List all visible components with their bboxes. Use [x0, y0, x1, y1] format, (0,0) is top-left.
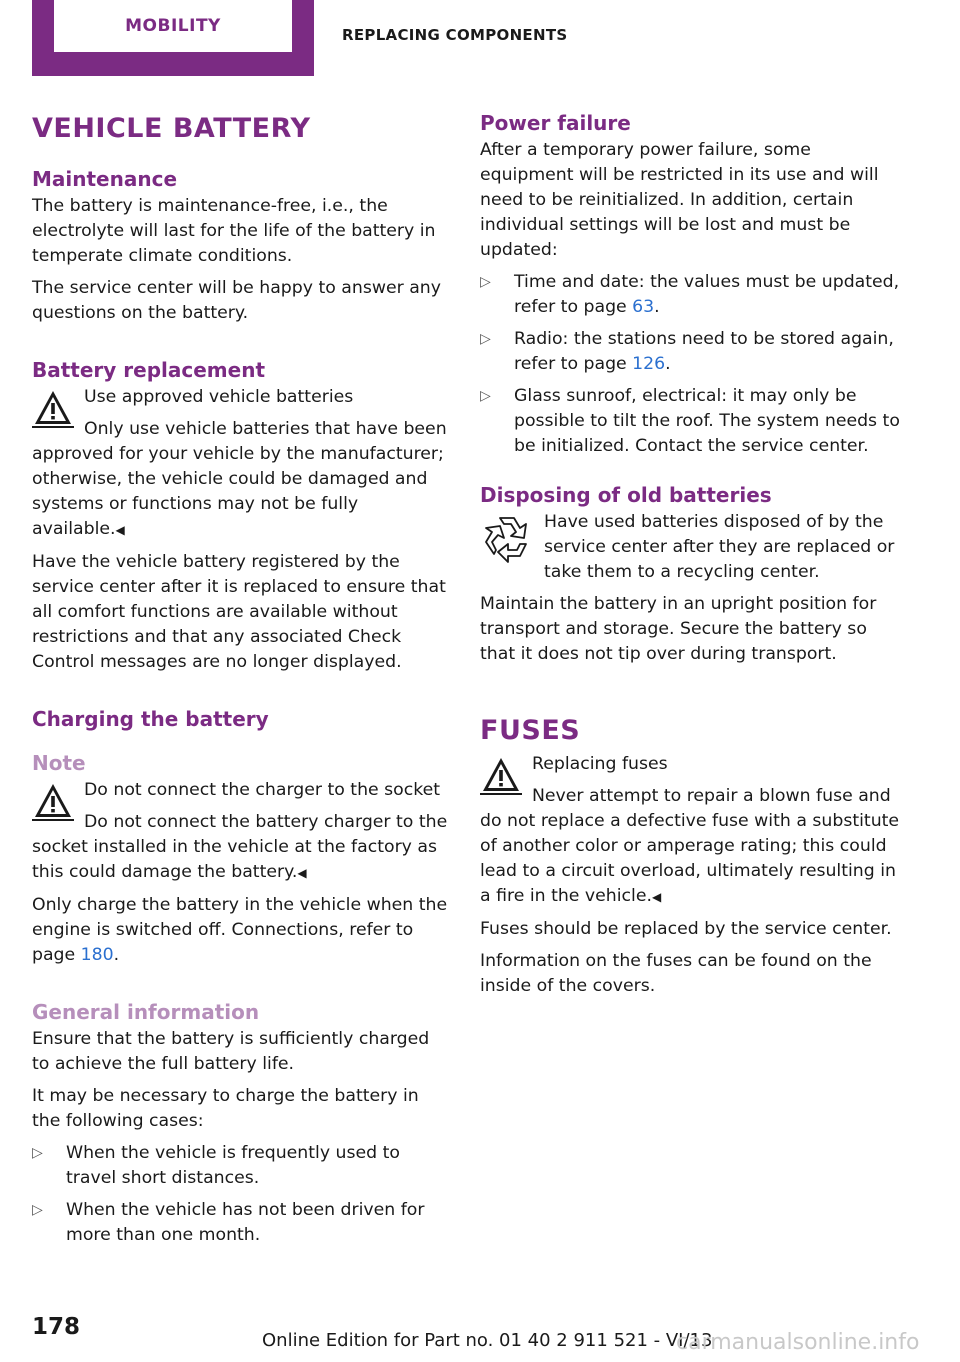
watermark: carmanualsonline.info [676, 1330, 920, 1355]
fuses-text-1: Fuses should be replaced by the service center. [480, 919, 892, 939]
charging-warning [32, 778, 452, 893]
replacement-warning-body: Only use vehicle batteries that have been approved for your vehicle by the manufacturer; otherwise, the vehicle could be damaged and systems or functions may not be fully available.◀ [32, 419, 447, 539]
chapter-tab [32, 0, 314, 76]
warning-triangle-icon [480, 754, 522, 796]
power-failure-text: After a temporary power failure, some equipment will be restricted in its use and will need to be reinitialized. In addition, certain individual settings will be lost and must be updated: [480, 140, 879, 260]
replacement-warning [32, 385, 452, 550]
page-link-126[interactable]: 126 [632, 354, 666, 374]
general-information-heading: General information [32, 1000, 260, 1024]
bullet-triangle-icon: ▷ [480, 331, 491, 347]
charging-text-1: Only charge the battery in the vehicle when the engine is switched off. Connections, refer to page 180. [32, 895, 448, 965]
fuses-title: FUSES [480, 715, 581, 746]
replacement-text-1: Have the vehicle battery registered by the service center after it is replaced to ensure that all comfort functions are available without restrictions and that any associated Check Control messages are no longer displayed. [32, 552, 446, 672]
list-item: ▷ Glass sunroof, electrical: it may only be possible to tilt the roof. The system needs to be initialized. Contact the service center. [480, 386, 900, 456]
section-header: REPLACING COMPONENTS [342, 26, 568, 44]
fuses-warning [480, 752, 905, 917]
general-text-2: It may be necessary to charge the battery in the following cases: [32, 1086, 419, 1131]
list-item: ▷ When the vehicle has not been driven for more than one month. [32, 1200, 425, 1245]
edition-footer: Online Edition for Part no. 01 40 2 911 521 - VI/13 [262, 1330, 713, 1351]
end-mark: ◀ [297, 866, 307, 880]
right-column [480, 108, 905, 1006]
recycle-note [480, 510, 905, 592]
charging-warning-body: Do not connect the battery charger to the socket installed in the vehicle at the factory as this could damage the battery.◀ [32, 812, 448, 882]
disposing-heading: Disposing of old batteries [480, 483, 772, 507]
end-mark: ◀ [651, 890, 662, 904]
battery-replacement-heading: Battery replacement [32, 358, 266, 382]
chapter-tab-label: MOBILITY [125, 16, 221, 36]
note-heading: Note [32, 751, 86, 775]
fuses-warning-title: Replacing fuses [532, 754, 668, 774]
charging-warning-title: Do not connect the charger to the socket [84, 780, 441, 800]
warning-triangle-icon [32, 387, 74, 429]
power-failure-heading: Power failure [480, 111, 631, 135]
maintenance-text-2: The service center will be happy to answer any questions on the battery. [32, 278, 441, 323]
page-link-180[interactable]: 180 [80, 945, 114, 965]
recycle-icon [480, 510, 534, 564]
page-link-63[interactable]: 63 [632, 297, 655, 317]
list-item: ▷ Time and date: the values must be updated, refer to page 63. [480, 272, 900, 317]
general-bullet-list [32, 1141, 452, 1248]
maintenance-heading: Maintenance [32, 167, 178, 191]
list-item: ▷ When the vehicle is frequently used to travel short distances. [32, 1143, 400, 1188]
charging-heading: Charging the battery [32, 707, 269, 731]
power-failure-bullet-list [480, 270, 905, 459]
bullet-triangle-icon: ▷ [32, 1202, 43, 1218]
vehicle-battery-title: VEHICLE BATTERY [32, 113, 311, 144]
general-text-1: Ensure that the battery is sufficiently charged to achieve the full battery life. [32, 1029, 430, 1074]
warning-triangle-icon [32, 780, 74, 822]
bullet-triangle-icon: ▷ [32, 1145, 43, 1161]
disposing-text: Maintain the battery in an upright position for transport and storage. Secure the battery so that it does not tip over during transport. [480, 594, 877, 664]
fuses-text-2: Information on the fuses can be found on the inside of the covers. [480, 951, 872, 996]
maintenance-text-1: The battery is maintenance-free, i.e., the electrolyte will last for the life of the battery in temperate climate conditions. [32, 196, 436, 266]
chapter-tab-inner [54, 0, 292, 52]
replacement-warning-title: Use approved vehicle batteries [84, 387, 354, 407]
fuses-warning-body: Never attempt to repair a blown fuse and do not replace a defective fuse with a substitute of another color or amperage rating; this could lead to a circuit overload, ultimately resulting in a fire in the vehicle.◀ [480, 786, 900, 906]
bullet-triangle-icon: ▷ [480, 388, 491, 404]
end-mark: ◀ [115, 523, 125, 537]
bullet-triangle-icon: ▷ [480, 274, 491, 290]
list-item: ▷ Radio: the stations need to be stored again, refer to page 126. [480, 329, 894, 374]
left-column [32, 108, 452, 1255]
recycle-text: Have used batteries disposed of by the service center after they are replaced or take them to a recycling center. [544, 512, 895, 582]
page-number: 178 [32, 1314, 81, 1340]
